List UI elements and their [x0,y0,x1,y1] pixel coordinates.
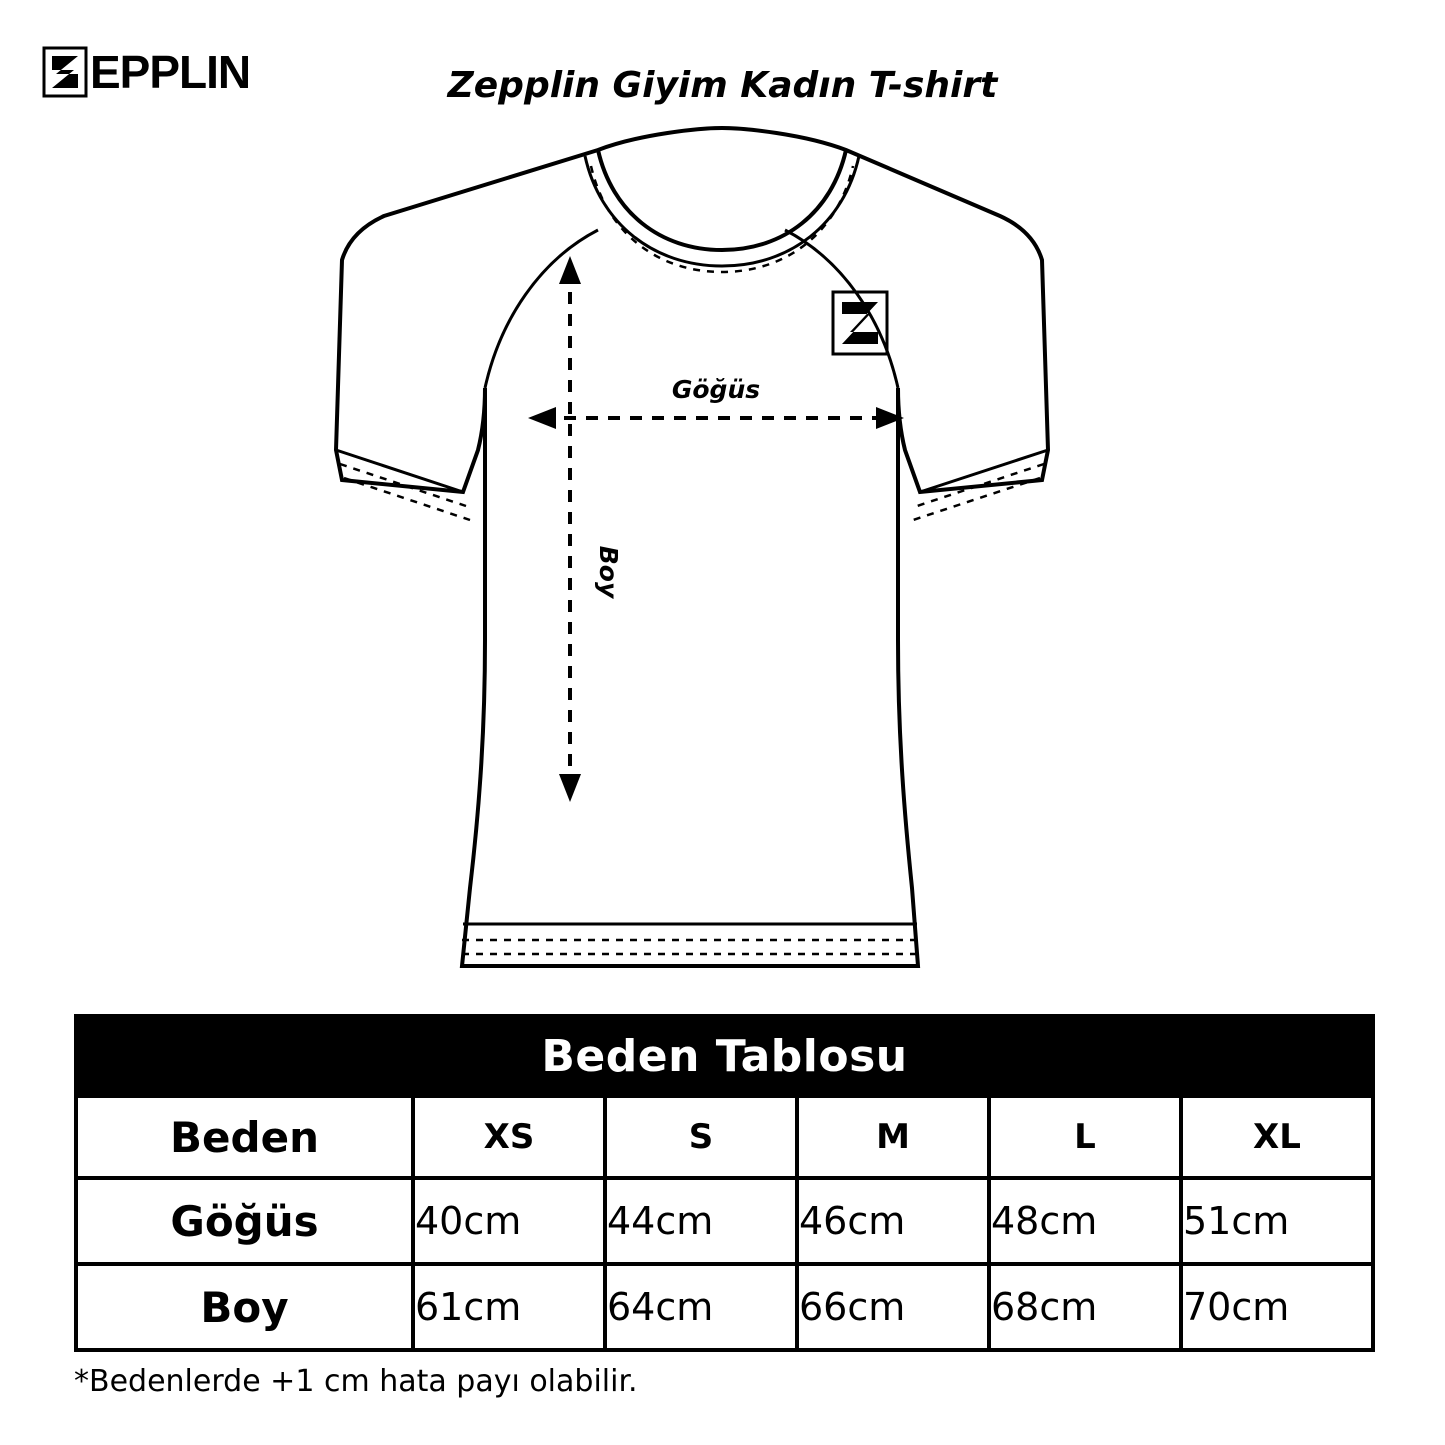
page-title [0,65,1445,106]
horizontal-double-arrow-icon [528,407,904,429]
cell-gogus-xl: 51cm [1181,1178,1373,1264]
cell-boy-m: 66cm [797,1264,989,1350]
cell-gogus-m: 46cm [797,1178,989,1264]
header-cell-xs: XS [413,1096,605,1178]
header-cell-xl: XL [1181,1096,1373,1178]
cell-gogus-l: 48cm [989,1178,1181,1264]
header-cell-m: M [797,1096,989,1178]
cell-gogus-xs: 40cm [413,1178,605,1264]
table-title-row [76,1016,1373,1096]
brand-name: EPPLIN [90,46,251,98]
cell-boy-l: 68cm [989,1264,1181,1350]
page-header [0,0,1445,130]
size-table-container [74,1014,1371,1352]
cell-boy-s: 64cm [605,1264,797,1350]
header-cell-beden: Beden [76,1096,413,1178]
zepplin-z-chest-logo-icon [833,292,887,354]
vertical-double-arrow-icon [559,256,581,802]
size-table-footnote: *Bedenlerde +1 cm hata payı olabilir. [74,1364,638,1399]
table-row [76,1264,1373,1350]
header-cell-s: S [605,1096,797,1178]
cell-boy-xl: 70cm [1181,1264,1373,1350]
cell-boy-xs: 61cm [413,1264,605,1350]
row-label-gogus: Göğüs [76,1178,413,1264]
table-row [76,1178,1373,1264]
page-title-regular: Zepplin Giyim [447,65,741,106]
chest-measure-label: Göğüs [671,375,761,404]
length-measure-label: Boy [594,545,623,599]
header-cell-l: L [989,1096,1181,1178]
womens-tshirt-technical-drawing [336,128,1048,966]
table-title: Beden Tablosu [76,1016,1373,1096]
size-table [74,1014,1375,1352]
cell-gogus-s: 44cm [605,1178,797,1264]
row-label-boy: Boy [76,1264,413,1350]
page-title-bold: Kadın T-shirt [740,65,998,106]
table-header-row [76,1096,1373,1178]
tshirt-illustration [0,120,1445,1000]
